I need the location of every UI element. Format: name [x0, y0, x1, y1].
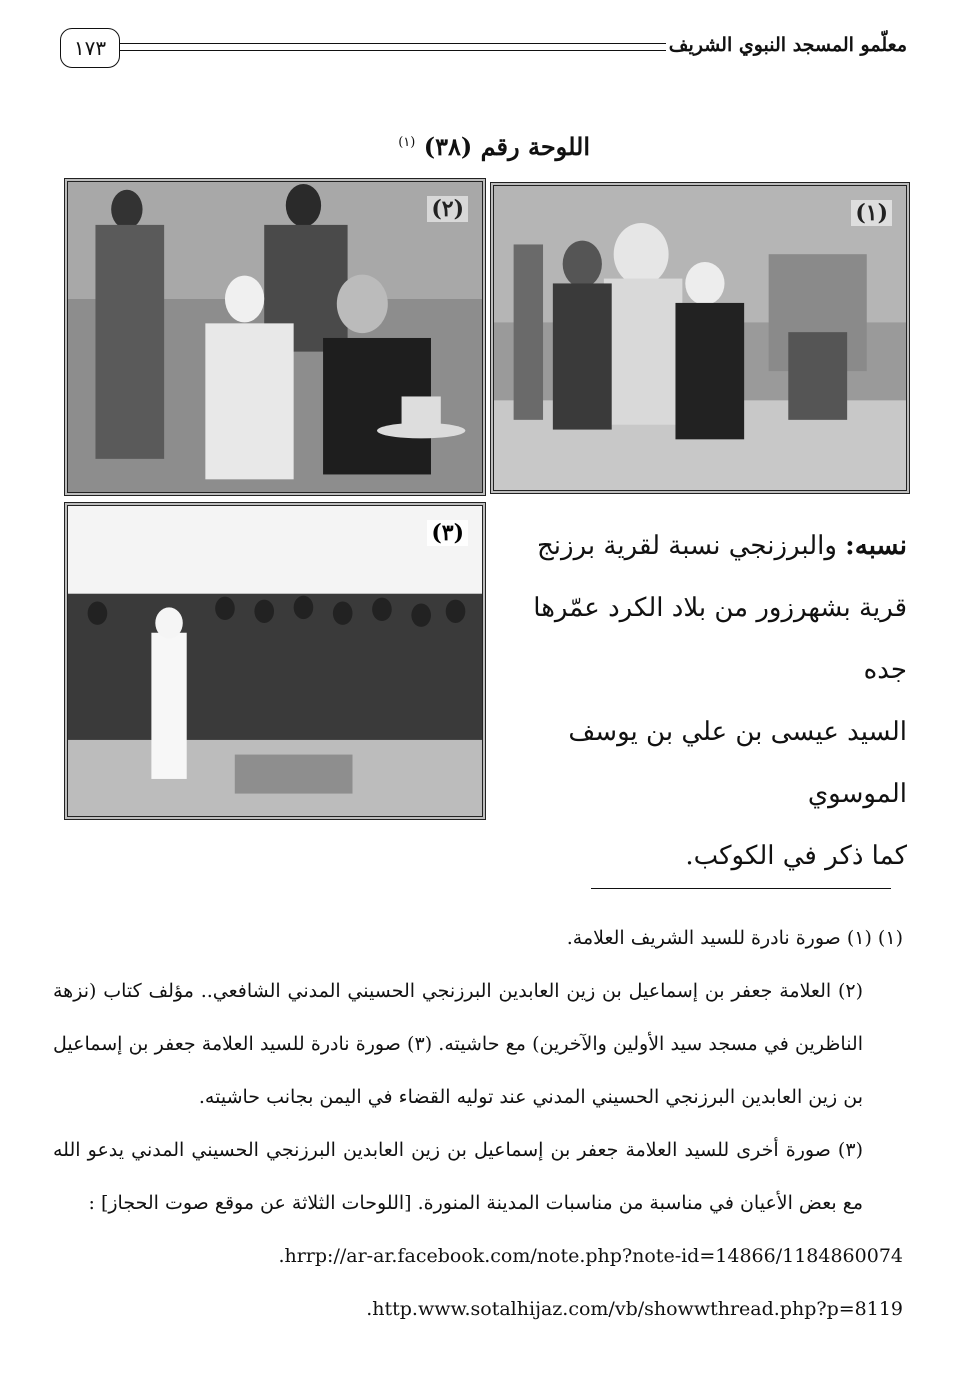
footnote-3: (٣) صورة أخرى للسيد العلامة جعفر بن إسماعيل بن زين العابدين البرزنجي الحسيني المدني يدعو الله مع بعض الأعيان في مناسبة من مناسبات المدينة المنورة. [اللوحات الثلاثة عن موقع صوت الحجاز] :	[53, 1139, 863, 1214]
header-rule	[118, 43, 666, 51]
photo-1-image	[494, 186, 906, 490]
plate-footnote-ref: (١)	[398, 135, 416, 150]
footnotes	[53, 912, 903, 1336]
photo-1-label: (١)	[851, 200, 892, 226]
photo-1	[490, 182, 910, 494]
photo-3	[64, 502, 486, 820]
page-number: ١٧٣	[60, 28, 120, 68]
photo-2-label: (٢)	[427, 196, 468, 222]
body-paragraph	[497, 515, 907, 887]
body-lead: نسبه:	[845, 531, 907, 561]
footnote-url-1[interactable]: .hrrp://ar-ar.facebook.com/note.php?note-id=14866/1184860074	[278, 1245, 903, 1267]
body-line-4: كما ذكر في الكوكب.	[685, 841, 907, 871]
plate-caption	[350, 132, 590, 161]
plate-caption-text: اللوحة رقم (٣٨)	[423, 132, 590, 161]
running-header-title: معلّمو المسجد النبوي الشريف	[668, 34, 907, 56]
photo-3-image	[68, 506, 482, 816]
body-line-2: قرية بشهرزور من بلاد الكرد عمّرها جده	[533, 593, 907, 685]
footnote-2: (٢) العلامة جعفر بن إسماعيل بن زين العابدين البرزنجي الحسيني المدني الشافعي.. مؤلف كتاب (نزهة الناظرين في مسجد سيد الأولين والآخرين) مع حاشيته. (٣) صورة نادرة للسيد العلامة جعفر بن إسماعيل بن زين العابدين البرزنجي الحسيني المدني عند توليه القضاء في اليمن بجانب حاشيته.	[53, 980, 864, 1108]
body-line-1-text: والبرزنجي نسبة لقرية برزنج	[537, 531, 846, 561]
footnote-url-2[interactable]: .http.www.sotalhijaz.com/vb/showwthread.php?p=8119	[366, 1298, 903, 1320]
footnote-rule	[591, 888, 891, 889]
photo-3-label: (٣)	[427, 520, 468, 546]
photo-2	[64, 178, 486, 496]
body-line-3: السيد عيسى بن علي بن يوسف الموسوي	[568, 717, 907, 809]
body-line-1	[497, 515, 907, 577]
photo-2-image	[68, 182, 482, 492]
footnote-1: (١) (١) صورة نادرة للسيد الشريف العلامة.	[566, 927, 903, 949]
